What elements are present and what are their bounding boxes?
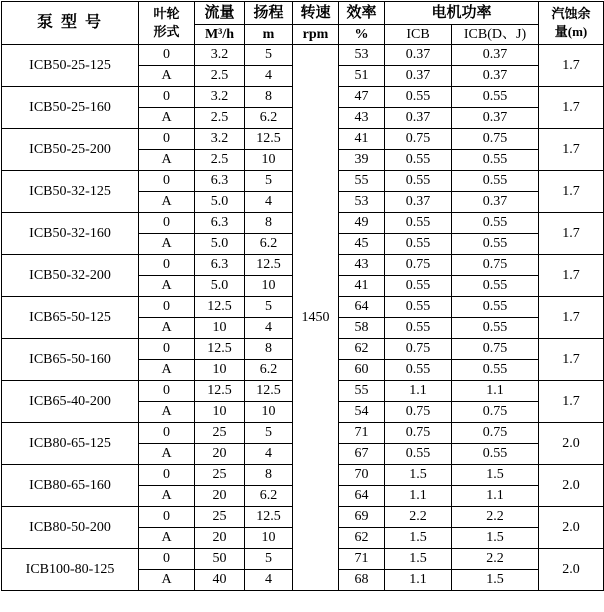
- icb-power-cell: 0.75: [385, 255, 452, 276]
- efficiency-cell: 45: [339, 234, 385, 255]
- npsh-cell: 1.7: [539, 213, 604, 255]
- table-row: [2, 45, 604, 66]
- icb-power-cell: 0.55: [385, 444, 452, 465]
- efficiency-cell: 70: [339, 465, 385, 486]
- icb-power-cell: 0.55: [385, 360, 452, 381]
- head-cell: 12.5: [245, 381, 293, 402]
- icb-dj-power-cell: 1.5: [452, 570, 539, 591]
- flow-cell: 3.2: [195, 45, 245, 66]
- header-motor-power: 电机功率: [385, 2, 539, 25]
- efficiency-cell: 47: [339, 87, 385, 108]
- icb-power-cell: 0.75: [385, 339, 452, 360]
- efficiency-cell: 60: [339, 360, 385, 381]
- header-npsh-line2: 量(m): [554, 24, 588, 39]
- flow-cell: 3.2: [195, 129, 245, 150]
- flow-cell: 6.3: [195, 171, 245, 192]
- head-cell: 5: [245, 423, 293, 444]
- header-impeller-line2: 形式: [153, 24, 180, 39]
- head-cell: 10: [245, 528, 293, 549]
- icb-dj-power-cell: 0.55: [452, 318, 539, 339]
- npsh-cell: 2.0: [539, 549, 604, 591]
- efficiency-cell: 62: [339, 528, 385, 549]
- head-cell: 12.5: [245, 255, 293, 276]
- efficiency-cell: 69: [339, 507, 385, 528]
- impeller-cell: 0: [139, 381, 195, 402]
- head-cell: 8: [245, 87, 293, 108]
- flow-cell: 2.5: [195, 150, 245, 171]
- flow-cell: 5.0: [195, 234, 245, 255]
- flow-cell: 40: [195, 570, 245, 591]
- head-cell: 12.5: [245, 129, 293, 150]
- efficiency-cell: 58: [339, 318, 385, 339]
- flow-cell: 10: [195, 318, 245, 339]
- header-impeller: [139, 2, 195, 45]
- impeller-cell: A: [139, 192, 195, 213]
- table-body: [2, 45, 604, 591]
- impeller-cell: A: [139, 570, 195, 591]
- icb-power-cell: 0.55: [385, 171, 452, 192]
- header-efficiency-unit: %: [339, 25, 385, 45]
- head-cell: 4: [245, 192, 293, 213]
- head-cell: 5: [245, 45, 293, 66]
- icb-dj-power-cell: 0.75: [452, 255, 539, 276]
- efficiency-cell: 49: [339, 213, 385, 234]
- pump-model-cell: ICB80-50-200: [2, 507, 139, 549]
- icb-dj-power-cell: 0.75: [452, 423, 539, 444]
- icb-power-cell: 0.55: [385, 87, 452, 108]
- flow-cell: 5.0: [195, 192, 245, 213]
- impeller-cell: 0: [139, 255, 195, 276]
- head-cell: 6.2: [245, 234, 293, 255]
- impeller-cell: A: [139, 318, 195, 339]
- flow-cell: 10: [195, 402, 245, 423]
- pump-model-cell: ICB80-65-125: [2, 423, 139, 465]
- header-icb-dj: ICB(D、J): [452, 25, 539, 45]
- npsh-cell: 2.0: [539, 423, 604, 465]
- impeller-cell: 0: [139, 339, 195, 360]
- head-cell: 4: [245, 318, 293, 339]
- impeller-cell: A: [139, 444, 195, 465]
- icb-dj-power-cell: 2.2: [452, 507, 539, 528]
- head-cell: 5: [245, 297, 293, 318]
- impeller-cell: 0: [139, 45, 195, 66]
- pump-model-cell: ICB50-25-125: [2, 45, 139, 87]
- head-cell: 6.2: [245, 108, 293, 129]
- flow-cell: 12.5: [195, 339, 245, 360]
- icb-dj-power-cell: 2.2: [452, 549, 539, 570]
- npsh-cell: 2.0: [539, 507, 604, 549]
- flow-cell: 50: [195, 549, 245, 570]
- impeller-cell: A: [139, 150, 195, 171]
- pump-model-cell: ICB50-25-160: [2, 87, 139, 129]
- npsh-cell: 1.7: [539, 297, 604, 339]
- icb-dj-power-cell: 0.55: [452, 276, 539, 297]
- icb-power-cell: 0.37: [385, 108, 452, 129]
- flow-cell: 6.3: [195, 213, 245, 234]
- icb-dj-power-cell: 0.55: [452, 234, 539, 255]
- efficiency-cell: 54: [339, 402, 385, 423]
- impeller-cell: A: [139, 486, 195, 507]
- header-flow-unit: M³/h: [195, 25, 245, 45]
- efficiency-cell: 53: [339, 45, 385, 66]
- head-cell: 10: [245, 276, 293, 297]
- icb-dj-power-cell: 0.55: [452, 87, 539, 108]
- header-speed-unit: rpm: [293, 25, 339, 45]
- icb-power-cell: 0.37: [385, 45, 452, 66]
- icb-power-cell: 2.2: [385, 507, 452, 528]
- impeller-cell: A: [139, 276, 195, 297]
- flow-cell: 6.3: [195, 255, 245, 276]
- icb-power-cell: 0.55: [385, 318, 452, 339]
- head-cell: 8: [245, 465, 293, 486]
- icb-power-cell: 0.75: [385, 423, 452, 444]
- efficiency-cell: 39: [339, 150, 385, 171]
- pump-model-cell: ICB100-80-125: [2, 549, 139, 591]
- pump-model-cell: ICB65-50-160: [2, 339, 139, 381]
- npsh-cell: 1.7: [539, 129, 604, 171]
- efficiency-cell: 41: [339, 276, 385, 297]
- header-pump-model: 泵 型 号: [2, 2, 139, 45]
- efficiency-cell: 55: [339, 171, 385, 192]
- impeller-cell: 0: [139, 171, 195, 192]
- icb-dj-power-cell: 0.55: [452, 297, 539, 318]
- icb-dj-power-cell: 1.5: [452, 528, 539, 549]
- icb-dj-power-cell: 0.55: [452, 444, 539, 465]
- efficiency-cell: 55: [339, 381, 385, 402]
- npsh-cell: 1.7: [539, 255, 604, 297]
- head-cell: 8: [245, 339, 293, 360]
- icb-power-cell: 0.55: [385, 276, 452, 297]
- efficiency-cell: 71: [339, 549, 385, 570]
- efficiency-cell: 53: [339, 192, 385, 213]
- icb-dj-power-cell: 0.37: [452, 192, 539, 213]
- flow-cell: 25: [195, 423, 245, 444]
- flow-cell: 25: [195, 465, 245, 486]
- efficiency-cell: 41: [339, 129, 385, 150]
- flow-cell: 12.5: [195, 297, 245, 318]
- flow-cell: 5.0: [195, 276, 245, 297]
- efficiency-cell: 43: [339, 108, 385, 129]
- impeller-cell: 0: [139, 549, 195, 570]
- head-cell: 6.2: [245, 486, 293, 507]
- icb-dj-power-cell: 0.37: [452, 45, 539, 66]
- speed-cell: 1450: [293, 45, 339, 591]
- npsh-cell: 1.7: [539, 45, 604, 87]
- head-cell: 4: [245, 66, 293, 87]
- icb-power-cell: 1.5: [385, 528, 452, 549]
- icb-power-cell: 0.37: [385, 192, 452, 213]
- impeller-cell: 0: [139, 129, 195, 150]
- flow-cell: 10: [195, 360, 245, 381]
- npsh-cell: 1.7: [539, 339, 604, 381]
- head-cell: 10: [245, 150, 293, 171]
- flow-cell: 20: [195, 444, 245, 465]
- efficiency-cell: 64: [339, 297, 385, 318]
- head-cell: 4: [245, 570, 293, 591]
- pump-model-cell: ICB80-65-160: [2, 465, 139, 507]
- pump-spec-table: [1, 1, 604, 591]
- icb-dj-power-cell: 1.1: [452, 486, 539, 507]
- flow-cell: 20: [195, 486, 245, 507]
- header-impeller-line1: 叶轮: [153, 6, 180, 21]
- impeller-cell: A: [139, 360, 195, 381]
- head-cell: 5: [245, 549, 293, 570]
- icb-dj-power-cell: 0.75: [452, 402, 539, 423]
- icb-power-cell: 1.1: [385, 486, 452, 507]
- icb-power-cell: 0.75: [385, 129, 452, 150]
- icb-power-cell: 0.55: [385, 234, 452, 255]
- npsh-cell: 2.0: [539, 465, 604, 507]
- header-npsh-line1: 汽蚀余: [551, 6, 591, 21]
- npsh-cell: 1.7: [539, 87, 604, 129]
- efficiency-cell: 43: [339, 255, 385, 276]
- icb-power-cell: 1.1: [385, 570, 452, 591]
- efficiency-cell: 71: [339, 423, 385, 444]
- pump-model-cell: ICB50-25-200: [2, 129, 139, 171]
- flow-cell: 2.5: [195, 66, 245, 87]
- flow-cell: 20: [195, 528, 245, 549]
- pump-model-cell: ICB50-32-160: [2, 213, 139, 255]
- impeller-cell: A: [139, 108, 195, 129]
- head-cell: 5: [245, 171, 293, 192]
- efficiency-cell: 67: [339, 444, 385, 465]
- efficiency-cell: 68: [339, 570, 385, 591]
- header-npsh: [539, 2, 604, 45]
- icb-dj-power-cell: 0.75: [452, 339, 539, 360]
- head-cell: 8: [245, 213, 293, 234]
- header-flow: 流量: [195, 2, 245, 25]
- impeller-cell: 0: [139, 423, 195, 444]
- head-cell: 4: [245, 444, 293, 465]
- icb-dj-power-cell: 0.75: [452, 129, 539, 150]
- impeller-cell: A: [139, 402, 195, 423]
- flow-cell: 2.5: [195, 108, 245, 129]
- icb-dj-power-cell: 0.37: [452, 108, 539, 129]
- header-icb: ICB: [385, 25, 452, 45]
- icb-dj-power-cell: 0.55: [452, 360, 539, 381]
- efficiency-cell: 51: [339, 66, 385, 87]
- impeller-cell: 0: [139, 87, 195, 108]
- icb-power-cell: 1.1: [385, 381, 452, 402]
- icb-power-cell: 0.55: [385, 150, 452, 171]
- icb-power-cell: 1.5: [385, 549, 452, 570]
- header-head-unit: m: [245, 25, 293, 45]
- icb-power-cell: 0.55: [385, 297, 452, 318]
- impeller-cell: A: [139, 528, 195, 549]
- head-cell: 6.2: [245, 360, 293, 381]
- icb-dj-power-cell: 1.5: [452, 465, 539, 486]
- impeller-cell: 0: [139, 297, 195, 318]
- icb-power-cell: 0.55: [385, 213, 452, 234]
- impeller-cell: 0: [139, 507, 195, 528]
- impeller-cell: 0: [139, 213, 195, 234]
- head-cell: 10: [245, 402, 293, 423]
- efficiency-cell: 62: [339, 339, 385, 360]
- efficiency-cell: 64: [339, 486, 385, 507]
- pump-model-cell: ICB50-32-200: [2, 255, 139, 297]
- impeller-cell: A: [139, 234, 195, 255]
- icb-dj-power-cell: 0.55: [452, 150, 539, 171]
- icb-dj-power-cell: 0.55: [452, 213, 539, 234]
- flow-cell: 12.5: [195, 381, 245, 402]
- pump-model-cell: ICB65-50-125: [2, 297, 139, 339]
- icb-dj-power-cell: 0.55: [452, 171, 539, 192]
- pump-model-cell: ICB65-40-200: [2, 381, 139, 423]
- flow-cell: 3.2: [195, 87, 245, 108]
- flow-cell: 25: [195, 507, 245, 528]
- head-cell: 12.5: [245, 507, 293, 528]
- npsh-cell: 1.7: [539, 171, 604, 213]
- pump-model-cell: ICB50-32-125: [2, 171, 139, 213]
- icb-power-cell: 1.5: [385, 465, 452, 486]
- npsh-cell: 1.7: [539, 381, 604, 423]
- table-header: [2, 2, 604, 45]
- header-speed: 转速: [293, 2, 339, 25]
- icb-power-cell: 0.75: [385, 402, 452, 423]
- header-efficiency: 效率: [339, 2, 385, 25]
- impeller-cell: A: [139, 66, 195, 87]
- icb-dj-power-cell: 0.37: [452, 66, 539, 87]
- header-head: 扬程: [245, 2, 293, 25]
- impeller-cell: 0: [139, 465, 195, 486]
- icb-dj-power-cell: 1.1: [452, 381, 539, 402]
- icb-power-cell: 0.37: [385, 66, 452, 87]
